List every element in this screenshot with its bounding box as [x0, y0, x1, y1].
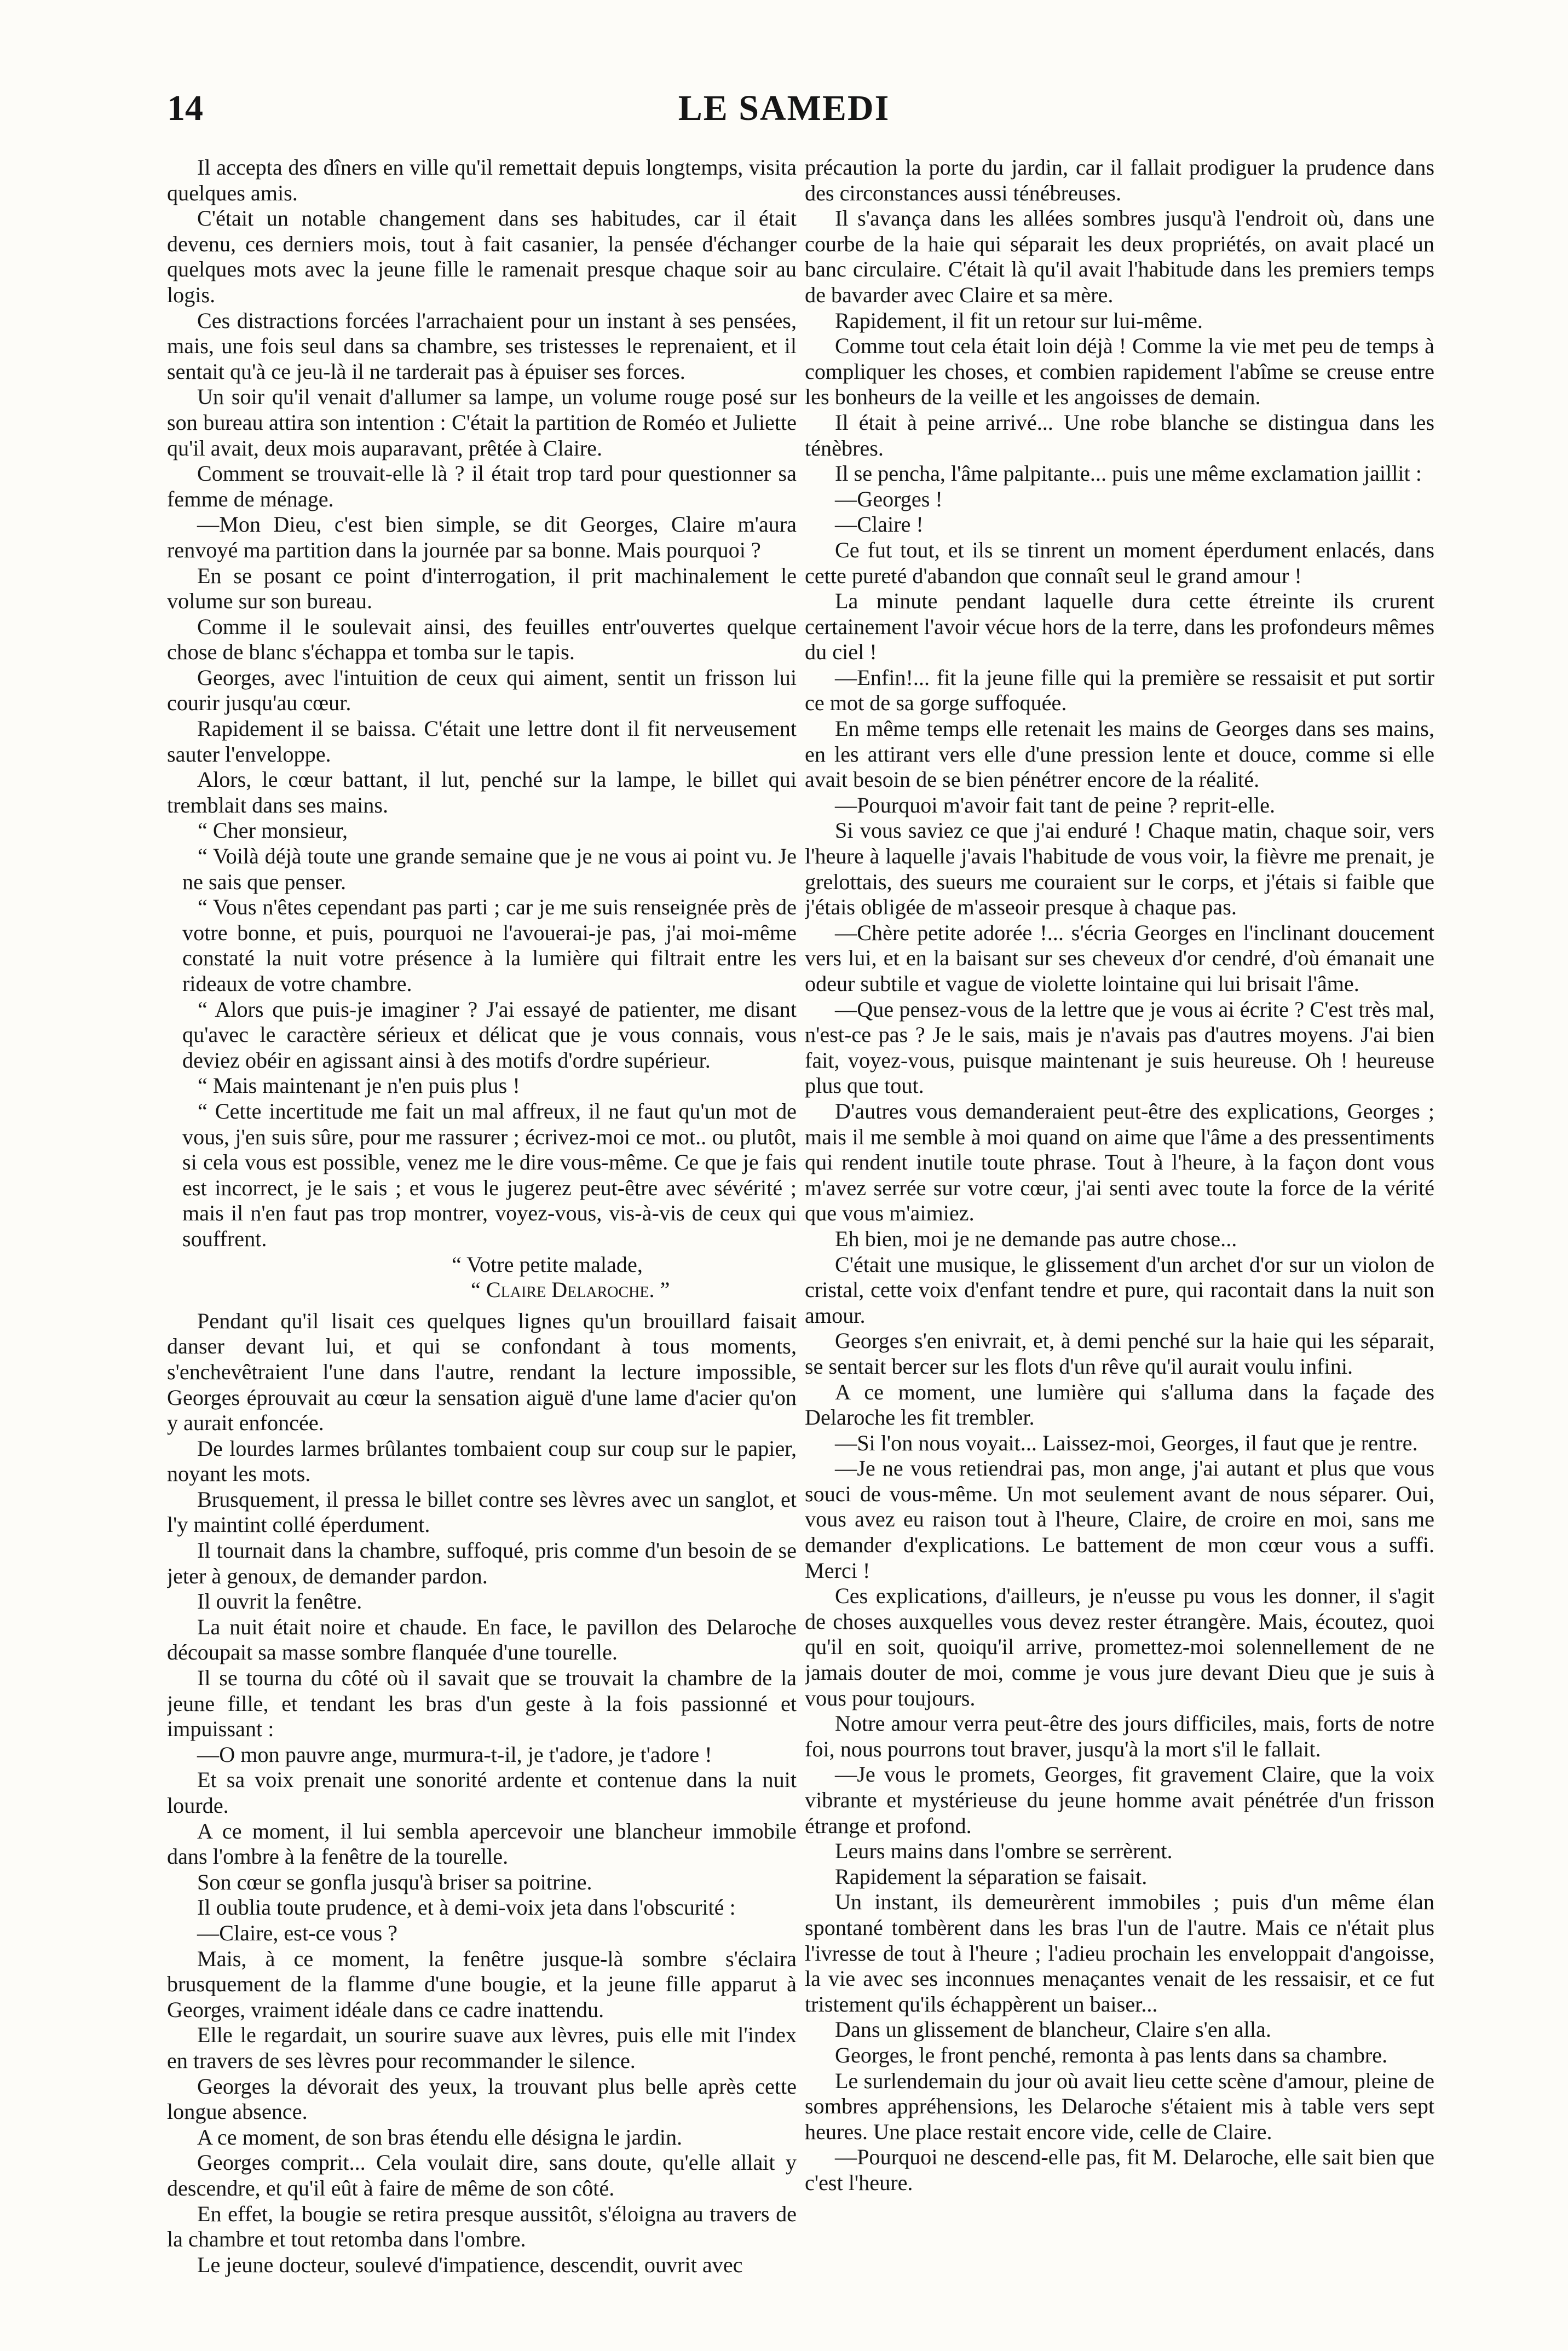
- paragraph: Son cœur se gonfla jusqu'à briser sa poitrine.: [197, 1869, 592, 1894]
- paragraph: —Mon Dieu, c'est bien simple, se dit Georges, Claire m'aura renvoyé ma partition dans la journée par sa bonne. Mais pourquoi ?: [167, 512, 797, 562]
- paragraph: Un soir qu'il venait d'allumer sa lampe, un volume rouge posé sur son bureau attira son intention : C'était la partition de Roméo et Juliette qu'il avait, deux mois auparavant, prêtée à Claire.: [167, 384, 797, 460]
- paragraph: Si vous saviez ce que j'ai enduré ! Chaque matin, chaque soir, vers l'heure à laquelle j'avais l'habitude de vous voir, la fièvre me prenait, je grelottais, des sueurs me couraient sur le corps, et j'étais si faible que j'étais obligée de m'asseoir presque à chaque pas.: [805, 818, 1434, 920]
- paragraph: La nuit était noire et chaude. En face, le pavillon des Delaroche découpait sa masse sombre flanquée d'une tourelle.: [167, 1614, 797, 1665]
- paragraph: En même temps elle retenait les mains de Georges dans ses mains, en les attirant vers elle d'une pression lente et douce, comme si elle avait besoin de se bien pénétrer encore de la réalité.: [805, 716, 1434, 792]
- paragraph: —Pourquoi ne descend-elle pas, fit M. Delaroche, elle sait bien que c'est l'heure.: [805, 2145, 1434, 2195]
- paragraph: “ Mais maintenant je n'en puis plus !: [198, 1073, 520, 1098]
- paragraph: Georges s'en enivrait, et, à demi penché sur la haie qui les séparait, se sentait bercer sur les flots d'un rêve qu'il aurait voulu infini.: [805, 1328, 1434, 1379]
- paragraph: Comment se trouvait-elle là ? il était trop tard pour questionner sa femme de ménage.: [167, 461, 797, 511]
- paragraph: Comme il le soulevait ainsi, des feuilles entr'ouvertes quelque chose de blanc s'échappa et tomba sur le tapis.: [167, 614, 797, 665]
- paragraph: “ Alors que puis-je imaginer ? J'ai essayé de patienter, me disant qu'avec le caractère sérieux et délicat que je vous connais, vous deviez obéir en agissant ainsi à des motifs d'ordre supérieur.: [182, 996, 797, 1073]
- paragraph: Comme tout cela était loin déjà ! Comme la vie met peu de temps à compliquer les choses, et combien rapidement l'abîme se creuse entre les bonheurs de la veille et les angoisses de demain.: [805, 333, 1434, 410]
- journal-title: LE SAMEDI: [678, 88, 890, 128]
- paragraph: A ce moment, il lui sembla apercevoir une blancheur immobile dans l'ombre à la fenêtre de la tourelle.: [167, 1818, 797, 1869]
- paragraph: “ Vous n'êtes cependant pas parti ; car je me suis renseignée près de votre bonne, et puis, pourquoi ne l'avouerai-je pas, j'ai moi-même constaté la nuit votre présence à la lumière qui filtrait entre les rideaux de votre chambre.: [182, 895, 797, 996]
- paragraph: —Je ne vous retiendrai pas, mon ange, j'ai autant et plus que vous souci de vous-même. Un mot seulement avant de nous séparer. Oui, vous avez eu raison tout à l'heure, Claire, de croire en moi, sans me demander d'explications. Le battement de mon cœur vous a suffi. Merci !: [805, 1456, 1434, 1583]
- paragraph: Georges, avec l'intuition de ceux qui aiment, sentit un frisson lui courir jusqu'au cœur.: [167, 665, 797, 716]
- paragraph: —Georges !: [835, 486, 943, 511]
- paragraph: Le surlendemain du jour où avait lieu cette scène d'amour, pleine de sombres appréhensions, les Delaroche s'étaient mis à table vers sept heures. Une place restait encore vide, celle de Claire.: [805, 2068, 1434, 2144]
- paragraph: —Enfin!... fit la jeune fille qui la première se ressaisit et put sortir ce mot de sa gorge suffoquée.: [805, 665, 1434, 716]
- paragraph: “ Cher monsieur,: [198, 818, 348, 843]
- paragraph: —Si l'on nous voyait... Laissez-moi, Georges, il faut que je rentre.: [835, 1430, 1418, 1455]
- paragraph: Il était à peine arrivé... Une robe blanche se distingua dans les ténèbres.: [805, 410, 1434, 460]
- paragraph: Il se tourna du côté où il savait que se trouvait la chambre de la jeune fille, et tendant les bras d'un geste à la fois passionné et impuissant :: [167, 1666, 797, 1742]
- paragraph: Et sa voix prenait une sonorité ardente et contenue dans la nuit lourde.: [167, 1767, 797, 1818]
- paragraph: Mais, à ce moment, la fenêtre jusque-là sombre s'éclaira brusquement de la flamme d'une bougie, et la jeune fille apparut à Georges, vraiment idéale dans ce cadre inattendu.: [167, 1946, 797, 2022]
- paragraph: A ce moment, de son bras étendu elle désigna le jardin.: [197, 2124, 683, 2150]
- left-column: [167, 155, 797, 2323]
- paragraph: —Claire, est-ce vous ?: [197, 1920, 398, 1945]
- paragraph: précaution la porte du jardin, car il fallait prodiguer la prudence dans des circonstances aussi ténébreuses.: [805, 155, 1434, 205]
- page-number: 14: [167, 88, 203, 128]
- paragraph: Georges comprit... Cela voulait dire, sans doute, qu'elle allait y descendre, et qu'il eût à faire de même de son côté.: [167, 2150, 797, 2200]
- paragraph: —O mon pauvre ange, murmura-t-il, je t'adore, je t'adore !: [197, 1742, 712, 1767]
- paragraph: Leurs mains dans l'ombre se serrèrent.: [835, 1839, 1173, 1864]
- paragraph: C'était un notable changement dans ses habitudes, car il était devenu, ces derniers mois, tout à fait casanier, la pensée d'échanger quelques mots avec la jeune fille le ramenait presque chaque soir au logis.: [167, 206, 797, 307]
- paragraph: —Je vous le promets, Georges, fit gravement Claire, que la voix vibrante et mystérieuse du jeune homme avait pénétrée d'un frisson étrange et profond.: [805, 1762, 1434, 1838]
- paragraph: Il se pencha, l'âme palpitante... puis une même exclamation jaillit :: [835, 461, 1422, 486]
- paragraph: Dans un glissement de blancheur, Claire s'en alla.: [835, 2017, 1271, 2042]
- paragraph: D'autres vous demanderaient peut-être des explications, Georges ; mais il me semble à moi quand on aime que l'âme a des pressentiments qui rendent inutile toute phrase. Tout à l'heure, à la façon dont vous m'avez serrée sur votre cœur, j'ai senti avec toute la force de la vérité que vous m'aimiez.: [805, 1098, 1434, 1226]
- paragraph: Rapidement il se baissa. C'était une lettre dont il fit nerveusement sauter l'enveloppe.: [167, 716, 797, 767]
- paragraph: Eh bien, moi je ne demande pas autre chose...: [835, 1226, 1237, 1251]
- paragraph: Il oublia toute prudence, et à demi-voix jeta dans l'obscurité :: [197, 1895, 736, 1920]
- paragraph: —Chère petite adorée !... s'écria Georges en l'inclinant doucement vers lui, et en la baisant sur ses cheveux d'or cendré, d'où émanait une odeur subtile et vague de violette lointaine qui lui brisait l'âme.: [805, 920, 1434, 996]
- paragraph: —Que pensez-vous de la lettre que je vous ai écrite ? C'est très mal, n'est-ce pas ? Je le sais, mais je n'avais pas d'autres moyens. J'ai bien fait, voyez-vous, puisque maintenant je suis heureuse. Oh ! heureuse plus que tout.: [805, 996, 1434, 1098]
- paragraph: Il s'avança dans les allées sombres jusqu'à l'endroit où, dans une courbe de la haie qui séparait les deux propriétés, on avait placé un banc circulaire. C'était là qu'il avait l'habitude dans les premiers temps de bavarder avec Claire et sa mère.: [805, 206, 1434, 307]
- paragraph: C'était une musique, le glissement d'un archet d'or sur un violon de cristal, cette voix d'enfant tendre et pure, qui racontait dans la nuit son amour.: [805, 1252, 1434, 1328]
- paragraph: Un instant, ils demeurèrent immobiles ; puis d'un même élan spontané tombèrent dans les bras l'un de l'autre. Mais ce n'était plus l'ivresse de tout à l'heure ; l'adieu prochain les enveloppait d'angoisse, la vie avec ses inconnues menaçantes venait de les ressaisir, et ce fut tristement qu'ils échappèrent un baiser...: [805, 1889, 1434, 2016]
- paragraph: Ces distractions forcées l'arrachaient pour un instant à ses pensées, mais, une fois seul dans sa chambre, ses tristesses le reprenaient, et il sentait qu'à ce jeu-là il ne tarderait pas à épuiser ses forces.: [167, 308, 797, 384]
- paragraph: Alors, le cœur battant, il lut, penché sur la lampe, le billet qui tremblait dans ses mains.: [167, 767, 797, 817]
- paragraph: De lourdes larmes brûlantes tombaient coup sur coup sur le papier, noyant les mots.: [167, 1436, 797, 1486]
- paragraph: La minute pendant laquelle dura cette étreinte ils crurent certainement l'avoir vécue hors de la terre, dans les profondeurs mêmes du ciel !: [805, 589, 1434, 665]
- paragraph: Ce fut tout, et ils se tinrent un moment éperdument enlacés, dans cette pureté d'abandon que connaît seul le grand amour !: [805, 537, 1434, 588]
- paragraph: En effet, la bougie se retira presque aussitôt, s'éloigna au travers de la chambre et tout retomba dans l'ombre.: [167, 2201, 797, 2252]
- paragraph: Il tournait dans la chambre, suffoqué, pris comme d'un besoin de se jeter à genoux, de demander pardon.: [167, 1538, 797, 1588]
- paragraph: Il ouvrit la fenêtre.: [197, 1589, 362, 1614]
- paragraph: “ Voilà déjà toute une grande semaine que je ne vous ai point vu. Je ne sais que penser.: [182, 844, 797, 894]
- paragraph: “ Claire Delaroche. ”: [471, 1277, 670, 1303]
- paragraph: “ Cette incertitude me fait un mal affreux, il ne faut qu'un mot de vous, j'en suis sûre, pour me rassurer ; écrivez-moi ce mot.. ou plutôt, si cela vous est possible, venez me le dire vous-même. Ce que je fais est incorrect, je le sais ; et vous le jugerez peut-être avec sévérité ; mais il n'en faut pas trop montrer, voyez-vous, vis-à-vis de ceux qui souffrent.: [182, 1098, 797, 1251]
- paragraph: —Pourquoi m'avoir fait tant de peine ? reprit-elle.: [835, 792, 1276, 817]
- paragraph: Rapidement la séparation se faisait.: [835, 1864, 1148, 1889]
- paragraph: A ce moment, une lumière qui s'alluma dans la façade des Delaroche les fit trembler.: [805, 1379, 1434, 1430]
- paragraph: Notre amour verra peut-être des jours difficiles, mais, forts de notre foi, nous pourrons tout braver, jusqu'à la mort s'il le fallait.: [805, 1711, 1434, 1761]
- right-column: [805, 155, 1434, 2323]
- paragraph: Rapidement, il fit un retour sur lui-même.: [835, 308, 1203, 333]
- paragraph: Ces explications, d'ailleurs, je n'eusse pu vous les donner, il s'agit de choses auxquelles vous devez rester étrangère. Mais, écoutez, quoi qu'il en soit, quoiqu'il arrive, promettez-moi solennellement de ne jamais douter de moi, comme je vous jure devant Dieu que je suis à vous pour toujours.: [805, 1583, 1434, 1710]
- paragraph: Pendant qu'il lisait ces quelques lignes qu'un brouillard faisait danser devant lui, et qui se confondant à tous moments, s'enchevêtraient l'une dans l'autre, rendant la lecture impossible, Georges éprouvait au cœur la sensation aiguë d'une lame d'acier qu'on y aurait enfoncée.: [167, 1308, 797, 1436]
- paragraph: Georges, le front penché, remonta à pas lents dans sa chambre.: [835, 2042, 1388, 2067]
- paragraph: Il accepta des dîners en ville qu'il remettait depuis longtemps, visita quelques amis.: [167, 155, 797, 205]
- paragraph: Elle le regardait, un sourire suave aux lèvres, puis elle mit l'index en travers de ses lèvres pour recommander le silence.: [167, 2022, 797, 2073]
- paragraph: —Claire !: [835, 512, 924, 537]
- paragraph: Brusquement, il pressa le billet contre ses lèvres avec un sanglot, et l'y maintint collé éperdument.: [167, 1486, 797, 1537]
- paragraph: “ Votre petite malade,: [452, 1252, 643, 1277]
- paragraph: En se posant ce point d'interrogation, il prit machinalement le volume sur son bureau.: [167, 563, 797, 614]
- paragraph: Le jeune docteur, soulevé d'impatience, descendit, ouvrit avec: [197, 2252, 743, 2277]
- paragraph: Georges la dévorait des yeux, la trouvant plus belle après cette longue absence.: [167, 2073, 797, 2124]
